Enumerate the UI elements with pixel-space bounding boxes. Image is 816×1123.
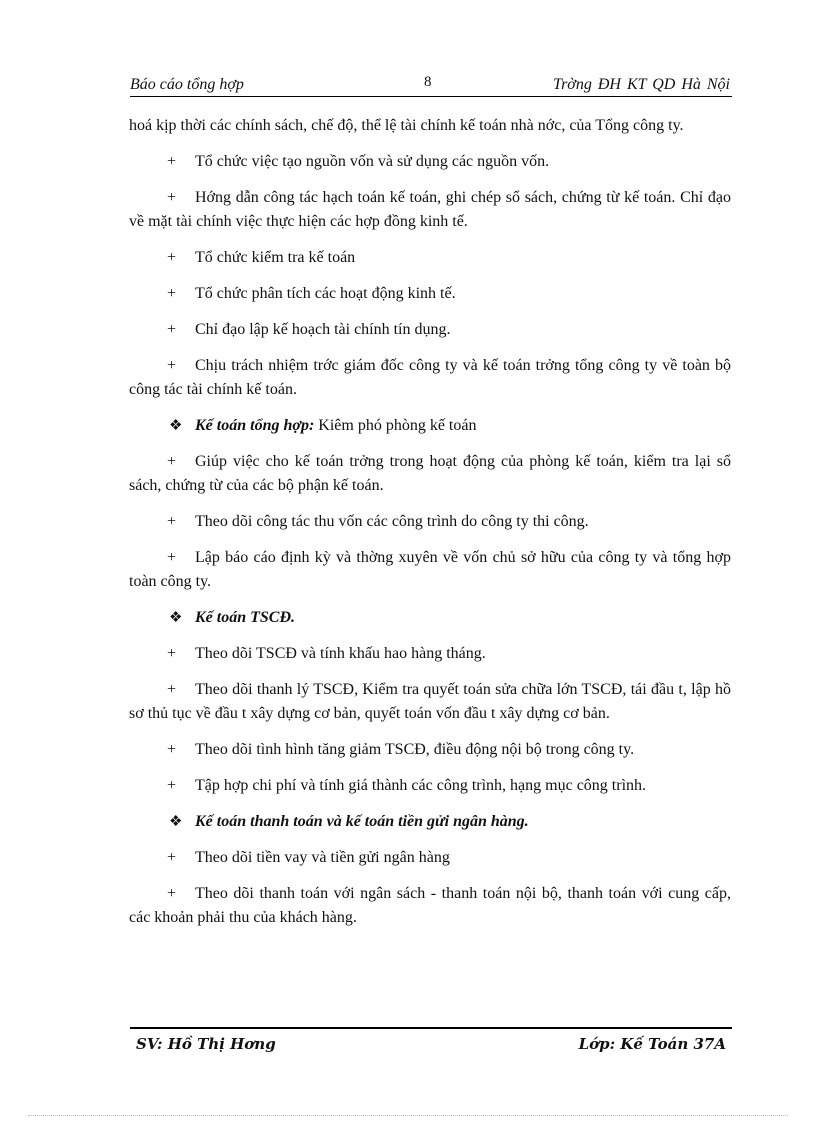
plus-icon: + xyxy=(167,645,177,662)
page-number: 8 xyxy=(424,74,432,90)
diamond-icon: ❖ xyxy=(169,418,183,434)
list-item: + Tổ chức kiểm tra kế toán xyxy=(129,246,731,270)
section-title: Kế toán thanh toán và kế toán tiền gửi ngân hàng. xyxy=(195,813,529,830)
list-item: + Theo dõi TSCĐ và tính khấu hao hàng tháng. xyxy=(129,642,731,666)
plus-icon: + xyxy=(167,357,177,374)
page-header xyxy=(130,76,732,97)
list-item: + Tổ chức việc tạo nguồn vốn và sử dụng các nguồn vốn. xyxy=(129,150,731,174)
intro-paragraph: hoá kịp thời các chính sách, chế độ, thể lệ tài chính kế toán nhà nớc, của Tổng công ty. xyxy=(129,117,684,134)
plus-icon: + xyxy=(167,453,177,470)
plus-icon: + xyxy=(167,285,177,302)
list-item: + Tập hợp chi phí và tính giá thành các công trình, hạng mục công trình. xyxy=(129,774,731,798)
plus-icon: + xyxy=(167,513,177,530)
footer-class: Lớp: Kế Toán 37A xyxy=(578,1035,726,1053)
list-item: + Lập báo cáo định kỳ và thờng xuyên về vốn chủ sở hữu của công ty và tổng hợp toàn công ty. xyxy=(129,546,731,594)
header-institution: Trờng ĐH KT QD Hà Nội xyxy=(553,76,730,93)
list-item: + Hớng dẫn công tác hạch toán kế toán, ghi chép sổ sách, chứng từ kế toán. Chỉ đạo về mặt tài chính việc thực hiện các hợp đồng kinh tế. xyxy=(129,186,731,234)
plus-icon: + xyxy=(167,321,177,338)
list-item: + Chịu trách nhiệm trớc giám đốc công ty và kế toán trởng tổng công ty về toàn bộ công tác tài chính kế toán. xyxy=(129,354,731,402)
plus-icon: + xyxy=(167,249,177,266)
plus-icon: + xyxy=(167,549,177,566)
section-title: Kế toán tổng hợp: xyxy=(195,417,315,434)
page-content xyxy=(129,114,731,942)
list-item: + Theo dõi tiền vay và tiền gửi ngân hàng xyxy=(129,846,731,870)
plus-icon: + xyxy=(167,153,177,170)
plus-icon: + xyxy=(167,741,177,758)
plus-icon: + xyxy=(167,681,177,698)
section-title: Kế toán TSCĐ. xyxy=(195,609,296,626)
list-item: + Theo dõi công tác thu vốn các công trình do công ty thi công. xyxy=(129,510,731,534)
page-bottom-divider xyxy=(28,1115,788,1116)
list-item: + Theo dõi thanh lý TSCĐ, Kiểm tra quyết toán sửa chữa lớn TSCĐ, tái đầu t, lập hồ sơ thủ tục về đầu t xây dựng cơ bản, quyết toán vốn đầu t xây dựng cơ bản. xyxy=(129,678,731,726)
plus-icon: + xyxy=(167,189,177,206)
header-title: Báo cáo tổng hợp xyxy=(130,76,244,93)
plus-icon: + xyxy=(167,849,177,866)
footer-student: SV: Hồ Thị Hơng xyxy=(136,1035,276,1053)
list-item: + Chỉ đạo lập kế hoạch tài chính tín dụng. xyxy=(129,318,731,342)
section-subtitle: Kiêm phó phòng kế toán xyxy=(314,417,477,434)
diamond-icon: ❖ xyxy=(169,814,183,830)
section-heading xyxy=(129,414,731,438)
list-item: + Giúp việc cho kế toán trởng trong hoạt động của phòng kế toán, kiểm tra lại sổ sách, chứng từ của các bộ phận kế toán. xyxy=(129,450,731,498)
list-item: + Theo dõi tình hình tăng giảm TSCĐ, điều động nội bộ trong công ty. xyxy=(129,738,731,762)
diamond-icon: ❖ xyxy=(169,610,183,626)
section-heading xyxy=(129,606,731,630)
list-item: + Tổ chức phân tích các hoạt động kinh tế. xyxy=(129,282,731,306)
page-footer xyxy=(130,1027,732,1053)
section-heading xyxy=(129,810,731,834)
plus-icon: + xyxy=(167,885,177,902)
list-item: + Theo dõi thanh toán với ngân sách - thanh toán nội bộ, thanh toán với cung cấp, các khoản phải thu của khách hàng. xyxy=(129,882,731,930)
plus-icon: + xyxy=(167,777,177,794)
